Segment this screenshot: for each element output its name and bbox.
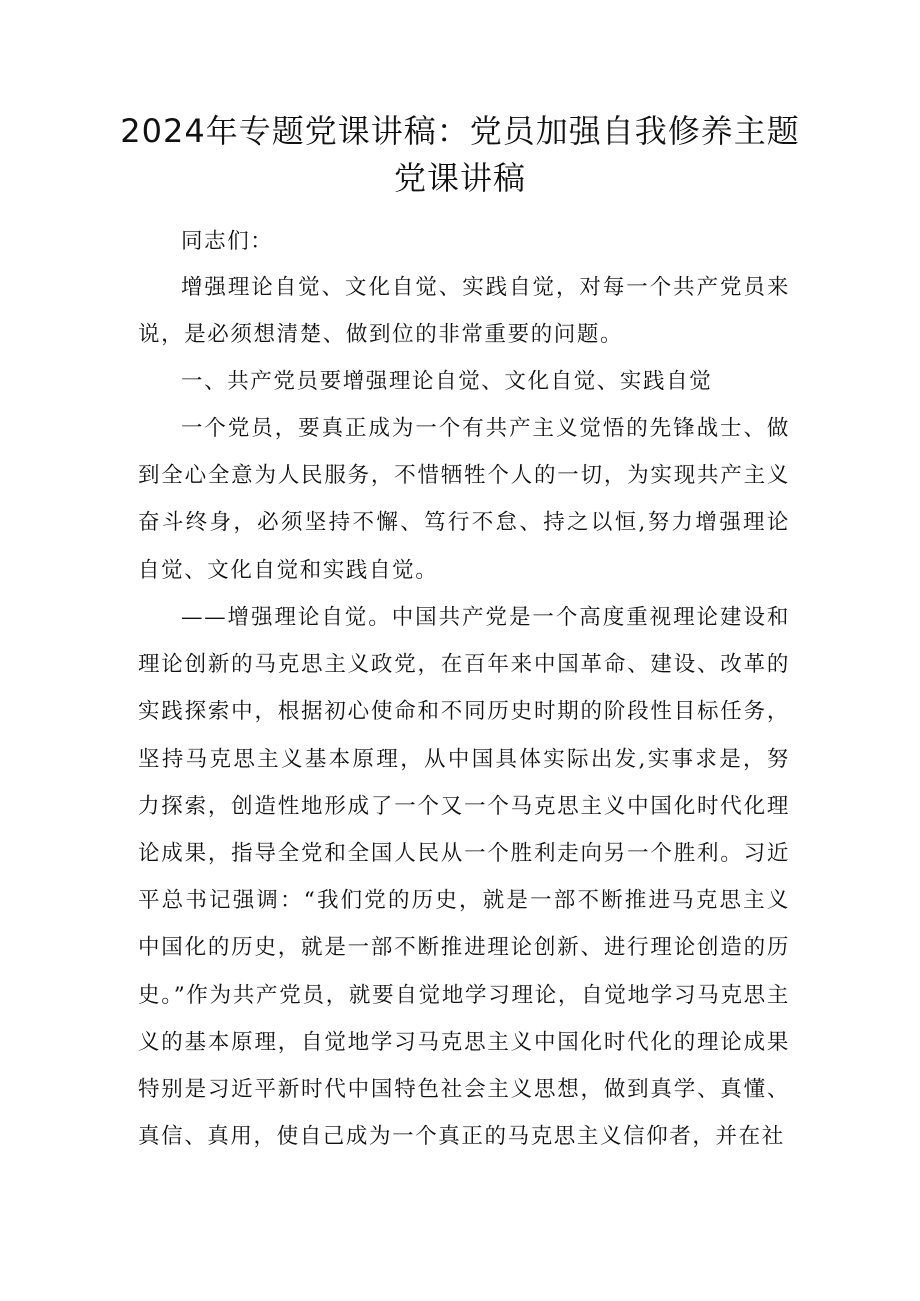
- document-title: 2024年专题党课讲稿：党员加强自我修养主题党课讲稿: [120, 112, 800, 197]
- salutation-paragraph: 同志们：: [181, 229, 274, 254]
- intro-paragraph: 增强理论自觉、文化自觉、实践自觉，对每一个共产党员来说，是必须想清楚、做到位的非常重要的问题。: [138, 275, 790, 348]
- body-paragraph: ——增强理论自觉。中国共产党是一个高度重视理论建设和理论创新的马克思主义政党，在百年来中国革命、建设、改革的实践探索中，根据初心使命和不同历史时期的阶段性目标任务，坚持马克思主义基本原理，从中国具体实际出发,实事求是，努力探索，创造性地形成了一个又一个马克思主义中国化时代化理论成果，指导全党和全国人民从一个胜利走向另一个胜利。习近平总书记强调：“我们党的历史，就是一部不断推进马克思主义中国化的历史，就是一部不断推进理论创新、进行理论创造的历史。”作为共产党员，就要自觉地学习理论，自觉地学习马克思主义的基本原理，自觉地学习马克思主义中国化时代化的理论成果特别是习近平新时代中国特色社会主义思想，做到真学、真懂、真信、真用，使自己成为一个真正的马克思主义信仰者，并在社: [138, 605, 790, 1150]
- section-heading: 一、共产党员要增强理论自觉、文化自觉、实践自觉: [181, 369, 713, 394]
- body-paragraph: 一个党员，要真正成为一个有共产主义觉悟的先锋战士、做到全心全意为人民服务，不惜牺牲个人的一切，为实现共产主义奋斗终身，必须坚持不懈、笃行不怠、持之以恒,努力增强理论自觉、文化自觉和实践自觉。: [138, 416, 790, 583]
